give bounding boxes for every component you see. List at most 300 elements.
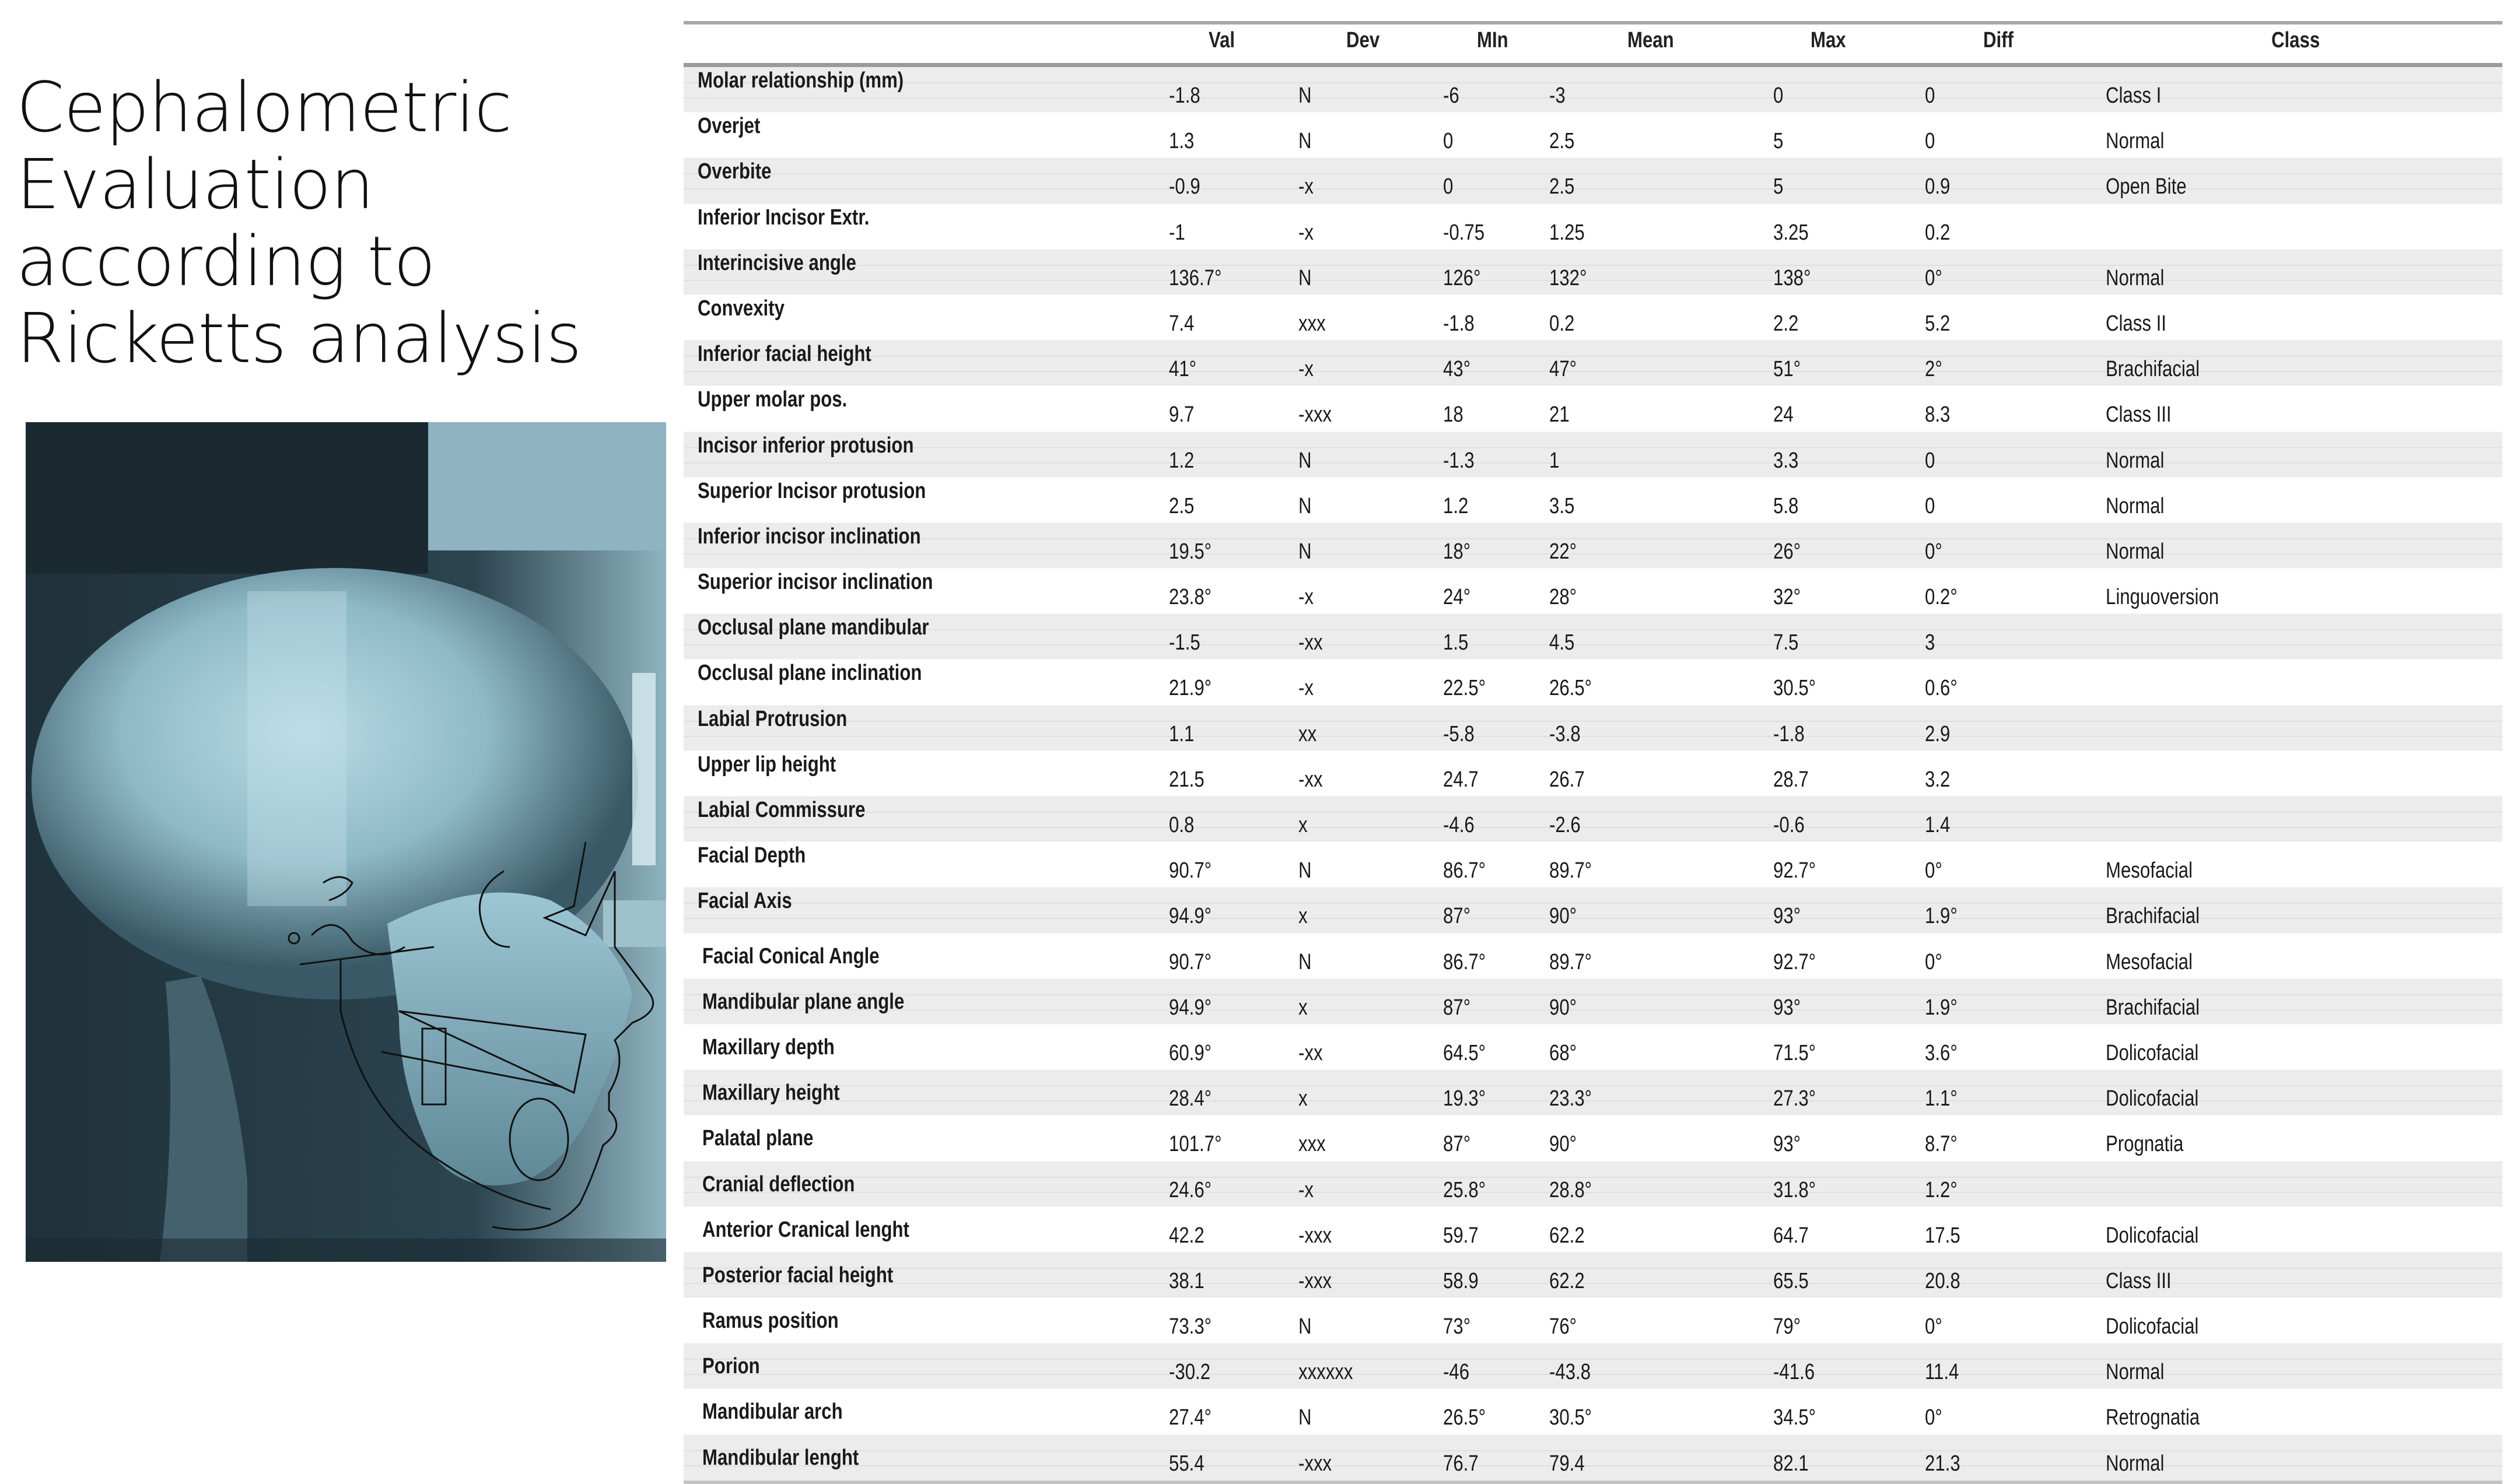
row-label: Palatal plane xyxy=(702,1126,814,1151)
cell-diff: 8.3 xyxy=(1925,402,1951,427)
cell-dev: N xyxy=(1298,858,1312,883)
cell-min: 126° xyxy=(1443,265,1481,290)
cell-dev: x xyxy=(1298,1086,1308,1111)
cell-max: 79° xyxy=(1773,1314,1801,1339)
cell-mean: 47° xyxy=(1549,357,1577,382)
cell-dev: x xyxy=(1298,813,1308,837)
cell-val: 1.2 xyxy=(1169,448,1195,473)
row-guide-line xyxy=(684,721,2502,722)
table-row xyxy=(684,706,2502,751)
cell-mean: 89.7° xyxy=(1549,949,1592,974)
cell-val: 28.4° xyxy=(1169,1086,1212,1111)
row-label: Upper molar pos. xyxy=(698,387,848,412)
cell-dev: N xyxy=(1298,493,1312,518)
cell-diff: 21.3 xyxy=(1925,1451,1960,1476)
cell-mean: 1.25 xyxy=(1549,220,1585,245)
cell-dev: N xyxy=(1298,129,1312,154)
row-label: Inferior incisor inclination xyxy=(698,524,921,549)
cell-mean: 90° xyxy=(1549,1132,1577,1157)
table-row xyxy=(684,204,2502,250)
row-guide-line xyxy=(684,234,2502,236)
table-row xyxy=(684,250,2502,295)
cell-max: 34.5° xyxy=(1773,1405,1816,1430)
row-label: Overbite xyxy=(698,159,772,184)
cell-max: 92.7° xyxy=(1773,949,1816,974)
row-guide-line xyxy=(684,827,2502,828)
cell-max: 7.5 xyxy=(1773,630,1799,655)
cell-diff: 17.5 xyxy=(1925,1223,1960,1248)
cell-dev: -xxx xyxy=(1298,402,1332,427)
cell-max: 93° xyxy=(1773,995,1801,1020)
cell-min: -1.8 xyxy=(1443,311,1475,336)
cell-min: 86.7° xyxy=(1443,858,1486,883)
title-line: Ricketts analysis xyxy=(16,298,582,378)
table-row xyxy=(684,797,2502,842)
cell-diff: 0 xyxy=(1925,129,1935,154)
cell-diff: 0° xyxy=(1925,858,1942,883)
cell-min: 19.3° xyxy=(1443,1086,1486,1111)
cell-max: 5 xyxy=(1773,174,1784,199)
cell-class: Brachifacial xyxy=(2106,995,2200,1020)
cell-mean: 28° xyxy=(1549,585,1577,610)
cell-max: 3.25 xyxy=(1773,220,1809,245)
cell-mean: -3.8 xyxy=(1549,721,1581,746)
cell-max: 82.1 xyxy=(1773,1451,1809,1476)
row-guide-line xyxy=(684,1359,2502,1360)
cell-mean: 2.5 xyxy=(1549,129,1575,154)
header-dev: Dev xyxy=(1346,28,1380,52)
header-rule xyxy=(684,63,2502,67)
cell-diff: 2.9 xyxy=(1925,721,1951,746)
row-guide-line xyxy=(684,1040,2502,1041)
cell-class: Brachifacial xyxy=(2106,904,2200,929)
row-guide-line xyxy=(684,508,2502,509)
cell-val: 41° xyxy=(1169,357,1197,382)
cell-val: -1.8 xyxy=(1169,83,1200,108)
table-row xyxy=(684,1115,2502,1161)
cell-val: 136.7° xyxy=(1169,265,1222,290)
row-guide-line xyxy=(684,416,2502,418)
title-line: according to xyxy=(16,221,435,301)
cell-min: 1.2 xyxy=(1443,493,1469,518)
table-row xyxy=(684,1389,2502,1434)
row-guide-line xyxy=(684,1177,2502,1178)
cell-diff: 1.4 xyxy=(1925,813,1951,837)
table-row xyxy=(684,523,2502,569)
cell-dev: N xyxy=(1298,265,1312,290)
row-label: Maxillary height xyxy=(702,1080,840,1106)
cell-dev: -xx xyxy=(1298,767,1323,792)
cell-dev: -xxx xyxy=(1298,1268,1332,1293)
cell-min: -4.6 xyxy=(1443,813,1475,837)
table-row xyxy=(684,341,2502,386)
cell-class: Class II xyxy=(2106,311,2166,336)
table-row xyxy=(684,1435,2502,1481)
cell-val: 21.9° xyxy=(1169,676,1212,701)
row-guide-line xyxy=(684,1450,2502,1451)
cell-class: Normal xyxy=(2106,129,2165,154)
cell-val: 1.3 xyxy=(1169,129,1195,154)
table-row xyxy=(684,158,2502,204)
row-guide-line xyxy=(684,903,2502,904)
cell-diff: 8.7° xyxy=(1925,1132,1958,1157)
table-body xyxy=(684,67,2502,1481)
cell-diff: 1.2° xyxy=(1925,1177,1958,1202)
cell-min: -0.75 xyxy=(1443,220,1485,245)
table-row xyxy=(684,1162,2502,1207)
row-guide-line xyxy=(684,1146,2502,1147)
row-label: Facial Axis xyxy=(698,889,792,914)
row-label: Facial Conical Angle xyxy=(702,943,880,969)
row-guide-line xyxy=(684,736,2502,737)
cell-mean: -3 xyxy=(1549,83,1566,108)
cell-val: 94.9° xyxy=(1169,904,1212,929)
row-guide-line xyxy=(684,553,2502,555)
cell-mean: 90° xyxy=(1549,904,1577,929)
cell-min: 43° xyxy=(1443,357,1471,382)
cell-min: 0 xyxy=(1443,174,1454,199)
cell-diff: 5.2 xyxy=(1925,311,1951,336)
cell-mean: 62.2 xyxy=(1549,1223,1585,1248)
cell-mean: 28.8° xyxy=(1549,1177,1592,1202)
cell-min: 26.5° xyxy=(1443,1405,1486,1430)
cell-diff: 3.6° xyxy=(1925,1040,1958,1065)
cell-class: Dolicofacial xyxy=(2106,1086,2199,1111)
cell-val: -1 xyxy=(1169,220,1185,245)
cell-diff: 11.4 xyxy=(1925,1360,1959,1385)
row-label: Incisor inferior protusion xyxy=(698,433,914,458)
row-label: Interincisive angle xyxy=(698,250,856,275)
cell-min: 86.7° xyxy=(1443,949,1486,974)
row-guide-line xyxy=(684,781,2502,783)
cell-diff: 1.9° xyxy=(1925,995,1958,1020)
cell-dev: -x xyxy=(1298,585,1314,610)
cell-dev: N xyxy=(1298,1314,1312,1339)
row-label: Cranial deflection xyxy=(702,1171,855,1197)
cell-mean: -2.6 xyxy=(1549,813,1581,837)
cell-max: 93° xyxy=(1773,1132,1801,1157)
row-guide-line xyxy=(684,1009,2502,1011)
cell-class: Normal xyxy=(2106,265,2165,290)
row-guide-line xyxy=(684,1222,2502,1223)
row-label: Occlusal plane mandibular xyxy=(698,615,929,640)
cell-min: 73° xyxy=(1443,1314,1471,1339)
row-label: Superior Incisor protusion xyxy=(698,478,926,503)
cell-val: 90.7° xyxy=(1169,858,1212,883)
cell-val: 55.4 xyxy=(1169,1451,1205,1476)
cell-max: 24 xyxy=(1773,402,1794,427)
table-row xyxy=(684,1207,2502,1253)
row-guide-line xyxy=(684,1100,2502,1101)
table-row xyxy=(684,1070,2502,1115)
cell-class: Open Bite xyxy=(2106,174,2187,199)
row-guide-line xyxy=(684,1131,2502,1132)
row-guide-line xyxy=(684,371,2502,372)
cell-class: Dolicofacial xyxy=(2106,1223,2199,1248)
cell-max: 93° xyxy=(1773,904,1801,929)
table-row xyxy=(684,478,2502,523)
cell-val: 2.5 xyxy=(1169,493,1195,518)
row-guide-line xyxy=(684,462,2502,464)
row-guide-line xyxy=(684,690,2502,691)
cell-dev: x xyxy=(1298,904,1308,929)
cell-dev: -xx xyxy=(1298,630,1323,655)
cell-val: 24.6° xyxy=(1169,1177,1212,1202)
cell-mean: 76° xyxy=(1549,1314,1577,1339)
cell-min: 58.9 xyxy=(1443,1268,1479,1293)
row-label: Mandibular lenght xyxy=(702,1445,859,1470)
cell-max: -41.6 xyxy=(1773,1360,1815,1385)
table-row xyxy=(684,1298,2502,1343)
row-guide-line xyxy=(684,1328,2502,1329)
cell-mean: 1 xyxy=(1549,448,1560,473)
cell-diff: 0° xyxy=(1925,539,1942,564)
cell-min: 87° xyxy=(1443,1132,1471,1157)
row-label: Mandibular arch xyxy=(702,1399,843,1425)
cell-class: Normal xyxy=(2106,1360,2165,1385)
row-guide-line xyxy=(684,219,2502,220)
cell-max: 65.5 xyxy=(1773,1268,1809,1293)
row-guide-line xyxy=(684,82,2502,83)
row-label: Superior incisor inclination xyxy=(698,570,933,595)
row-guide-line xyxy=(684,599,2502,600)
cell-class: Dolicofacial xyxy=(2106,1040,2199,1065)
row-guide-line xyxy=(684,1192,2502,1193)
table-bottom-rule xyxy=(684,1481,2502,1484)
table-row xyxy=(684,614,2502,659)
cell-val: 101.7° xyxy=(1169,1132,1222,1157)
row-guide-line xyxy=(684,143,2502,144)
cell-min: -46 xyxy=(1443,1360,1470,1385)
cell-mean: 90° xyxy=(1549,995,1577,1020)
cell-val: 23.8° xyxy=(1169,585,1212,610)
row-guide-line xyxy=(684,964,2502,965)
cell-val: 0.8 xyxy=(1169,813,1195,837)
cell-max: 92.7° xyxy=(1773,858,1816,883)
cell-mean: -43.8 xyxy=(1549,1360,1591,1385)
cell-class: Normal xyxy=(2106,493,2165,518)
cell-val: 38.1 xyxy=(1169,1268,1205,1293)
header-min: MIn xyxy=(1477,28,1508,52)
cell-diff: 0.9 xyxy=(1925,174,1951,199)
cell-diff: 1.1° xyxy=(1925,1086,1958,1111)
cell-mean: 62.2 xyxy=(1549,1268,1585,1293)
cell-val: 42.2 xyxy=(1169,1223,1205,1248)
cell-max: 30.5° xyxy=(1773,676,1816,701)
cell-val: -0.9 xyxy=(1169,174,1200,199)
row-guide-line xyxy=(684,1374,2502,1375)
title-line: Evaluation xyxy=(16,144,374,224)
table-row xyxy=(684,842,2502,887)
table-row xyxy=(684,295,2502,341)
cell-val: 90.7° xyxy=(1169,949,1212,974)
table-row xyxy=(684,113,2502,158)
cephalometric-xray-image xyxy=(26,422,666,1262)
row-label: Convexity xyxy=(698,296,785,321)
row-guide-line xyxy=(684,857,2502,858)
cell-dev: -xxx xyxy=(1298,1223,1332,1248)
cell-diff: 3.2 xyxy=(1925,767,1951,792)
cell-mean: 4.5 xyxy=(1549,630,1575,655)
row-guide-line xyxy=(684,493,2502,494)
cell-diff: 0.2 xyxy=(1925,220,1951,245)
row-guide-line xyxy=(684,766,2502,767)
cell-min: 76.7 xyxy=(1443,1451,1479,1476)
cell-max: 5.8 xyxy=(1773,493,1799,518)
cell-min: 24° xyxy=(1443,585,1471,610)
row-guide-line xyxy=(684,918,2502,919)
cell-diff: 0° xyxy=(1925,1405,1942,1430)
cell-min: 22.5° xyxy=(1443,676,1486,701)
cell-min: 18° xyxy=(1443,539,1471,564)
cell-dev: xxxxxx xyxy=(1298,1360,1353,1385)
cell-max: 2.2 xyxy=(1773,311,1799,336)
cell-val: 9.7 xyxy=(1169,402,1195,427)
cell-min: 25.8° xyxy=(1443,1177,1486,1202)
cell-class: Prognatia xyxy=(2106,1132,2184,1157)
row-label: Inferior facial height xyxy=(698,342,871,367)
row-label: Overjet xyxy=(698,114,761,139)
row-guide-line xyxy=(684,1085,2502,1086)
row-guide-line xyxy=(684,1313,2502,1314)
table-row xyxy=(684,1253,2502,1298)
cell-val: 94.9° xyxy=(1169,995,1212,1020)
row-guide-line xyxy=(684,629,2502,630)
cell-diff: 0° xyxy=(1925,949,1942,974)
cell-max: 26° xyxy=(1773,539,1801,564)
cell-dev: xxx xyxy=(1298,1132,1326,1157)
cell-class: Normal xyxy=(2106,1451,2165,1476)
row-label: Mandibular plane angle xyxy=(702,989,905,1014)
cell-mean: 132° xyxy=(1549,265,1587,290)
table-row xyxy=(684,432,2502,478)
cell-val: 1.1 xyxy=(1169,721,1195,746)
cell-diff: 20.8 xyxy=(1925,1268,1960,1293)
cell-diff: 0 xyxy=(1925,493,1935,518)
cell-val: 19.5° xyxy=(1169,539,1212,564)
row-guide-line xyxy=(684,310,2502,311)
cell-min: 64.5° xyxy=(1443,1040,1486,1065)
cell-min: 1.5 xyxy=(1443,630,1469,655)
row-guide-line xyxy=(684,356,2502,357)
cell-max: 71.5° xyxy=(1773,1040,1816,1065)
cell-dev: xxx xyxy=(1298,311,1326,336)
cell-val: 21.5 xyxy=(1169,767,1205,792)
cell-min: -5.8 xyxy=(1443,721,1475,746)
row-label: Labial Protrusion xyxy=(698,706,848,731)
row-label: Maxillary depth xyxy=(702,1034,835,1060)
cell-class: Normal xyxy=(2106,539,2165,564)
cell-diff: 0° xyxy=(1925,1314,1942,1339)
cell-mean: 23.3° xyxy=(1549,1086,1592,1111)
table-row xyxy=(684,659,2502,705)
cell-dev: -x xyxy=(1298,174,1314,199)
cell-class: Class III xyxy=(2106,1268,2172,1293)
row-guide-line xyxy=(684,325,2502,327)
cell-diff: 0.2° xyxy=(1925,585,1958,610)
cell-class: Mesofacial xyxy=(2106,949,2193,974)
row-guide-line xyxy=(684,1404,2502,1405)
cell-val: 73.3° xyxy=(1169,1314,1212,1339)
cell-dev: N xyxy=(1298,448,1312,473)
cell-val: -1.5 xyxy=(1169,630,1200,655)
table-row xyxy=(684,569,2502,614)
row-guide-line xyxy=(684,1283,2502,1284)
cell-min: 24.7 xyxy=(1443,767,1479,792)
row-label: Porion xyxy=(702,1354,760,1379)
table-row xyxy=(684,386,2502,431)
row-guide-line xyxy=(684,1237,2502,1239)
cell-class: Mesofacial xyxy=(2106,858,2193,883)
cell-diff: 0° xyxy=(1925,265,1942,290)
cell-min: 87° xyxy=(1443,904,1471,929)
cell-max: 64.7 xyxy=(1773,1223,1809,1248)
cell-dev: -x xyxy=(1298,357,1314,382)
ricketts-analysis-table xyxy=(684,21,2502,1484)
cell-val: 60.9° xyxy=(1169,1040,1212,1065)
row-guide-line xyxy=(684,872,2502,873)
cell-mean: 2.5 xyxy=(1549,174,1575,199)
cell-class: Dolicofacial xyxy=(2106,1314,2199,1339)
row-guide-line xyxy=(684,812,2502,813)
cell-class: Class I xyxy=(2106,83,2162,108)
header-val: Val xyxy=(1209,28,1235,52)
row-label: Occlusal plane inclination xyxy=(698,661,922,686)
row-label: Labial Commissure xyxy=(698,798,866,822)
cell-min: 87° xyxy=(1443,995,1471,1020)
cell-min: 0 xyxy=(1443,129,1454,154)
cell-min: -1.3 xyxy=(1443,448,1475,473)
row-guide-line xyxy=(684,401,2502,402)
cell-min: 59.7 xyxy=(1443,1223,1479,1248)
cell-class: Brachifacial xyxy=(2106,357,2200,382)
row-label: Facial Depth xyxy=(698,843,806,868)
cell-dev: N xyxy=(1298,83,1312,108)
cell-mean: 26.7 xyxy=(1549,767,1585,792)
cell-dev: -x xyxy=(1298,1177,1314,1202)
row-label: Anterior Cranical lenght xyxy=(702,1217,909,1242)
cell-class: Normal xyxy=(2106,448,2165,473)
cell-mean: 89.7° xyxy=(1549,858,1592,883)
cell-dev: xx xyxy=(1298,721,1317,746)
cell-dev: N xyxy=(1298,949,1312,974)
cell-max: 0 xyxy=(1773,83,1784,108)
row-guide-line xyxy=(684,1055,2502,1056)
cell-dev: N xyxy=(1298,539,1312,564)
table-row xyxy=(684,67,2502,113)
row-guide-line xyxy=(684,644,2502,645)
table-row xyxy=(684,934,2502,979)
cell-val: 7.4 xyxy=(1169,311,1195,336)
row-guide-line xyxy=(684,447,2502,448)
cell-diff: 0 xyxy=(1925,83,1935,108)
cell-dev: -x xyxy=(1298,676,1314,701)
row-guide-line xyxy=(684,128,2502,129)
cell-diff: 1.9° xyxy=(1925,904,1958,929)
row-guide-line xyxy=(684,265,2502,266)
cell-max: 3.3 xyxy=(1773,448,1799,473)
cell-diff: 3 xyxy=(1925,630,1935,655)
cell-class: Retrognatia xyxy=(2106,1405,2200,1430)
row-guide-line xyxy=(684,949,2502,950)
cell-max: -0.6 xyxy=(1773,813,1805,837)
cell-max: -1.8 xyxy=(1773,721,1805,746)
cell-class: Class III xyxy=(2106,402,2172,427)
cell-mean: 22° xyxy=(1549,539,1577,564)
row-label: Molar relationship (mm) xyxy=(698,68,904,93)
cell-dev: -x xyxy=(1298,220,1314,245)
cell-max: 27.3° xyxy=(1773,1086,1816,1111)
